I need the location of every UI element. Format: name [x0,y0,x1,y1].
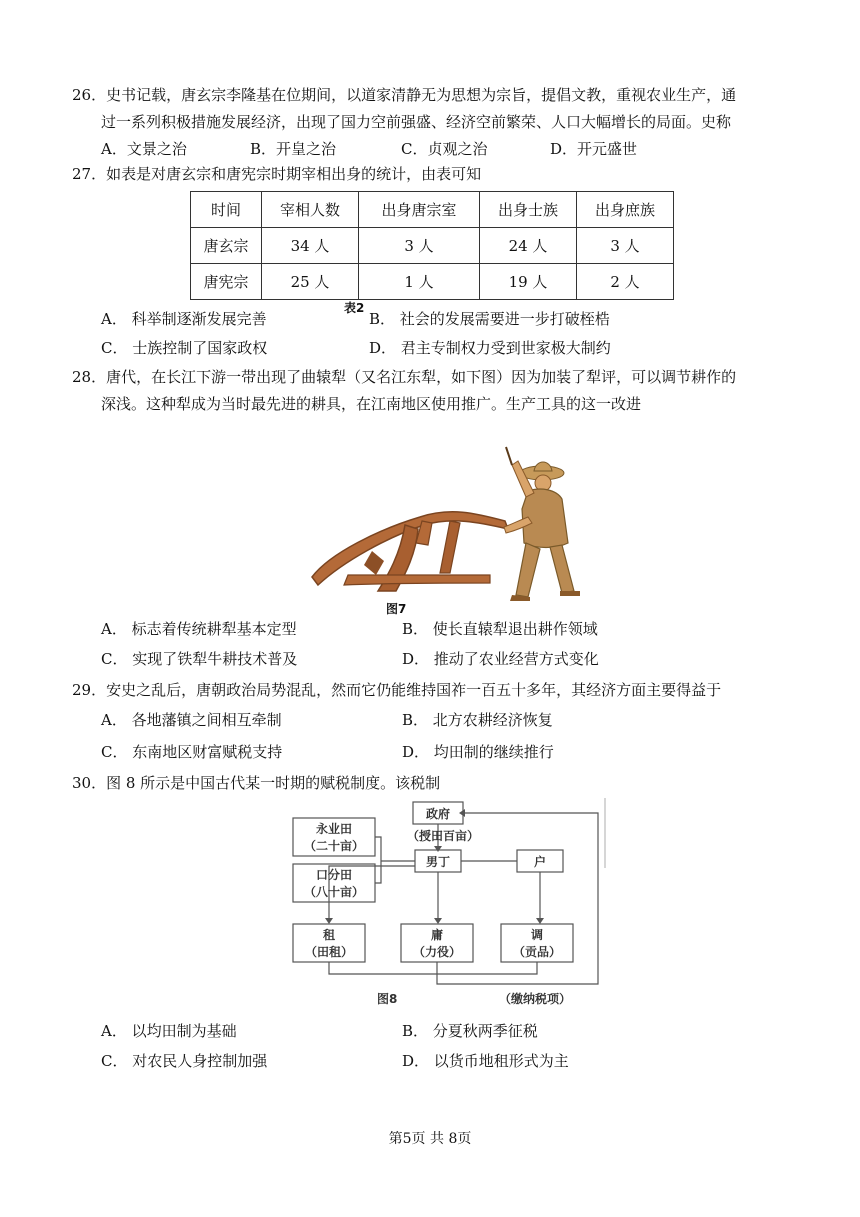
table-cell: 3 人 [577,228,674,264]
tax-system-diagram [285,798,610,1010]
table-header-row [191,192,674,228]
diagram-koufen-label: 口分田 [315,868,353,882]
q27-option-d: D． 君主专制权力受到世家极大制约 [369,339,611,357]
q29-option-c: C． 东南地区财富赋税支持 [101,743,283,761]
q26-stem-line2: 过一系列积极措施发展经济，出现了国力空前强盛、经济空前繁荣、人口大幅增长的局面。史称 [101,113,732,131]
diagram-gov-label: 政府 [425,807,451,821]
q29-stem: 29．安史之乱后，唐朝政治局势混乱，然而它仍能维持国祚一百五十多年，其经济方面主要得益于 [72,681,722,699]
q27-option-c: C． 士族控制了国家政权 [101,339,268,357]
table-caption: 表2 [344,301,365,315]
page-number-footer: 第5页 共 8页 [388,1131,472,1147]
table-row [191,264,674,300]
table-cell: 唐宪宗 [191,264,262,300]
q30-option-c: C． 对农民人身控制加强 [101,1052,268,1070]
table-header-cell: 宰相人数 [262,192,359,228]
table-header-cell: 时间 [191,192,262,228]
table-cell: 19 人 [480,264,577,300]
table-cell: 25 人 [262,264,359,300]
diagram-yongye-area: （二十亩） [303,839,365,853]
q28-stem-line2: 深浅。这种犁成为当时最先进的耕具，在江南地区使用推广。生产工具的这一改进 [101,395,642,413]
table-row [191,228,674,264]
diagram-diao-label: 调 [530,928,544,942]
diagram-diao-sub: （贡品） [512,945,562,959]
q26-option-b: B．开皇之治 [250,140,337,158]
q27-option-a: A． 科举制逐渐发展完善 [101,310,267,328]
q29-option-a: A． 各地藩镇之间相互牵制 [101,711,282,729]
q26-option-c: C．贞观之治 [401,140,488,158]
table-cell: 34 人 [262,228,359,264]
diagram-grant-label: （授田百亩） [406,829,480,843]
q30-option-d: D． 以货币地租形式为主 [402,1052,569,1070]
figure8-caption: 图8 [377,992,398,1006]
diagram-zu-sub: （田租） [304,945,354,959]
table-cell: 24 人 [480,228,577,264]
table-header-cell: 出身唐宗室 [359,192,480,228]
diagram-yongye-label: 永业田 [315,822,353,836]
q27-stem: 27．如表是对唐玄宗和唐宪宗时期宰相出身的统计，由表可知 [72,165,482,183]
cabinet-statistics-table [190,191,674,300]
curved-plough-illustration [300,425,590,605]
q28-option-c: C． 实现了铁犁牛耕技术普及 [101,650,298,668]
q26-option-a: A．文景之治 [101,140,187,158]
q28-option-b: B． 使长直辕犁退出耕作领域 [402,620,598,638]
q29-option-b: B． 北方农耕经济恢复 [402,711,553,729]
table-header-cell: 出身士族 [480,192,577,228]
q28-stem-line1: 28．唐代，在长江下游一带出现了曲辕犁（又名江东犁，如下图）因为加装了犁评，可以调节耕作的 [72,368,737,386]
diagram-household-label: 户 [533,855,547,869]
diagram-pay-label: （缴纳税项） [498,992,572,1006]
table-cell: 唐玄宗 [191,228,262,264]
q28-option-a: A． 标志着传统耕犁基本定型 [101,620,297,638]
diagram-yong-sub: （力役） [412,945,462,959]
table-header-cell: 出身庶族 [577,192,674,228]
table-cell: 3 人 [359,228,480,264]
diagram-koufen-area: （八十亩） [303,885,365,899]
q30-option-a: A． 以均田制为基础 [101,1022,237,1040]
diagram-zu-label: 租 [322,928,336,942]
q30-stem: 30．图 8 所示是中国古代某一时期的赋税制度。该税制 [72,774,441,792]
q30-option-b: B． 分夏秋两季征税 [402,1022,538,1040]
table-cell: 1 人 [359,264,480,300]
q26-option-d: D．开元盛世 [550,140,638,158]
q26-stem-line1: 26．史书记载，唐玄宗李隆基在位期间，以道家清静无为思想为宗旨，提倡文教，重视农业生产，通 [72,86,737,104]
q29-option-d: D． 均田制的继续推行 [402,743,554,761]
figure7-caption: 图7 [386,602,407,616]
diagram-yong-label: 庸 [430,928,444,942]
q28-option-d: D． 推动了农业经营方式变化 [402,650,599,668]
farmer-icon [504,447,580,601]
q27-option-b: B． 社会的发展需要进一步打破桎梏 [369,310,610,328]
diagram-male-label: 男丁 [425,855,451,869]
table-cell: 2 人 [577,264,674,300]
